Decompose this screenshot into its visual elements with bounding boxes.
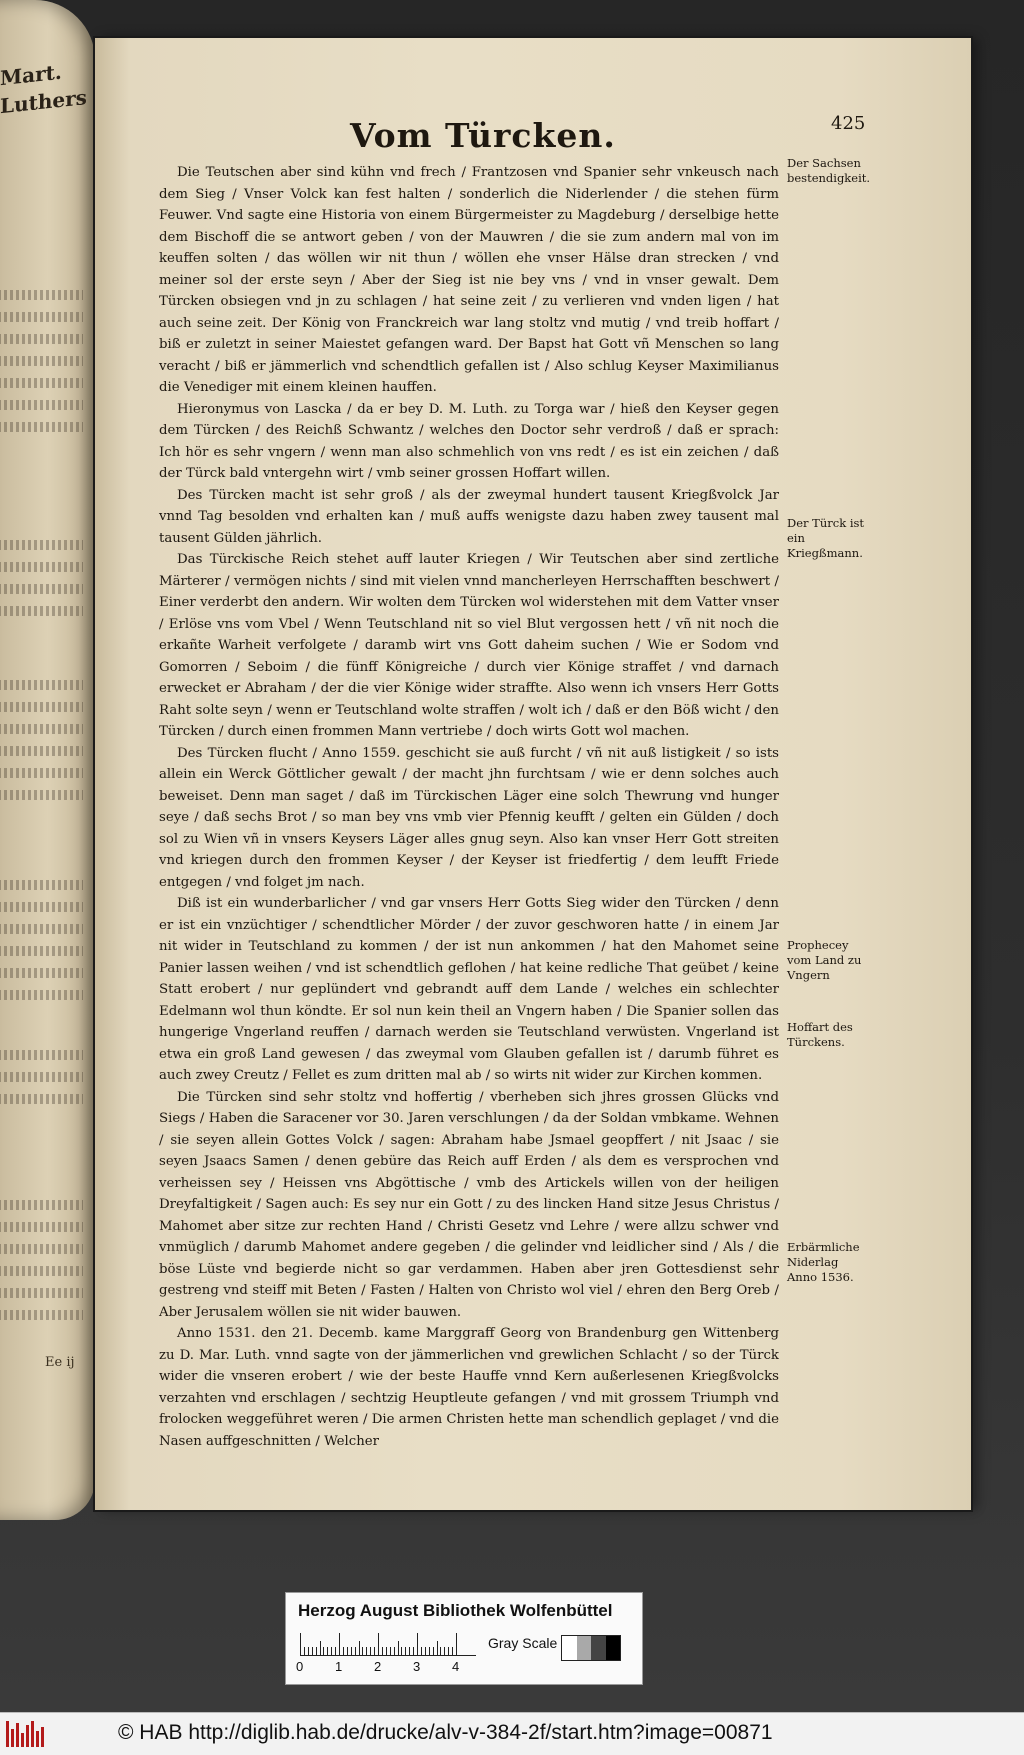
ruler-tick xyxy=(331,1647,332,1655)
ruler-tick xyxy=(378,1633,379,1655)
ruler-tick xyxy=(308,1647,309,1655)
logo-bar xyxy=(26,1725,29,1747)
left-text-fragment xyxy=(0,422,83,432)
ruler-tick xyxy=(390,1647,391,1655)
ruler-tick xyxy=(362,1647,363,1655)
left-text-fragment xyxy=(0,880,83,890)
ruler-tick xyxy=(304,1647,305,1655)
left-text-fragment xyxy=(0,1200,83,1210)
gray-scale-swatches xyxy=(561,1635,621,1661)
marginal-note: Prophecey vom Land zu Vngern xyxy=(787,938,862,982)
marginal-note: Der Sachsen bestendigkeit. xyxy=(787,156,871,185)
left-text-fragment xyxy=(0,378,83,388)
left-text-fragment xyxy=(0,746,83,756)
left-text-fragment xyxy=(0,562,83,572)
ruler-tick xyxy=(409,1647,410,1655)
ruler-tick xyxy=(452,1647,453,1655)
left-text-fragment xyxy=(0,768,83,778)
ruler-tick xyxy=(316,1647,317,1655)
paragraph: Die Teutschen aber sind kühn vnd frech / Frantzosen vnd Spanier sehr vnkeusch nach dem Sieg / Vnser Volck kan fest halten / sonderlich die Niderlender / die stehen fürm Feuwer. Vnd sagte eine Historia von einem Bürgermeister zu Magdeburg / derselbige hette dem Bischoff die se antwort geben / von der Mauwren / die sie zum andern mal von im keuffen solten / das wöllen wir nit thun / wöllen ehe vnser Hälse dran strecken / vnd meiner sol der erste seyn / Aber der Sieg ist nie bey vns / vnd in vnser gewalt. Dem Türcken obsiegen vnd jn zu schlagen / hat seine zeit / zu verlieren vnd vnden ligen / hat auch seine zeit. Der König von Franckreich war lang stoltz vnd mutig / vnd treib hoffart / biß er zuletzt in seiner Maiestet gefangen ward. Der Bapst hat Gott vñ Menschen so lang veracht / biß er jämmerlich vnd schendtlich gefallen ist / Also schlug Keyser Maximilianus die Venediger mit einem kleinen hauffen. xyxy=(159,165,779,395)
left-text-fragment xyxy=(0,606,83,616)
footer-url-text[interactable]: © HAB http://diglib.hab.de/drucke/alv-v-384-2f/start.htm?image=00871 xyxy=(118,1721,773,1744)
ruler-tick xyxy=(382,1647,383,1655)
left-text-fragment xyxy=(0,924,83,934)
left-text-fragment xyxy=(0,1222,83,1232)
gray-swatch xyxy=(577,1636,592,1660)
left-text-fragment xyxy=(0,584,83,594)
ruler-tick xyxy=(401,1647,402,1655)
logo-bar xyxy=(41,1727,44,1747)
left-text-fragment xyxy=(0,790,83,800)
left-text-fragment xyxy=(0,946,83,956)
scale-ruler xyxy=(300,1633,476,1656)
ruler-tick xyxy=(327,1647,328,1655)
left-text-fragment xyxy=(0,334,83,344)
ruler-tick xyxy=(398,1641,399,1655)
ruler-tick xyxy=(300,1633,301,1655)
footer-bar xyxy=(0,1712,1024,1755)
ruler-tick xyxy=(456,1633,457,1655)
hab-logo-icon xyxy=(6,1721,46,1747)
running-head: Vom Türcken. xyxy=(350,116,616,155)
paragraph: Diß ist ein wunderbarlicher / vnd gar vnsers Herr Gotts Sieg wider den Türcken / denn er ist ein vnzüchtiger / schendtlicher Mörder / der zuvor geschworen hatte / in einem Jar nit wider in Teutschland zu kommen / der ist nun ankommen / hat den Mahomet seine Panier lassen weihen / vnd ist schendtlich geflohen / hat keine redliche That geübet / keine Statt erobert / nur geplündert vnd gebrandt auff dem Lande / welches ein schlechter Edelmann wol thun köndte. Er sol nun kein theil an Vngern haben / Die Spanier sollen das hungerige Vngerland reuffen / darnach werden sie Teutschland verwüsten. Vngerland ist etwa ein groß Land gewesen / das zweymal vom Glauben gefallen ist / darumb führet es auch zwey Creutz / Fellet es zum dritten mal ab / so wirts nit wider zur Kirchen kommen. xyxy=(159,896,779,1083)
ruler-tick xyxy=(335,1647,336,1655)
left-text-fragment xyxy=(0,1050,83,1060)
ruler-tick xyxy=(425,1647,426,1655)
logo-bar xyxy=(6,1721,9,1747)
logo-bar xyxy=(36,1731,39,1747)
paragraph: Anno 1531. den 21. Decemb. kame Marggraff Georg von Brandenburg gen Wittenberg zu D. Mar. Luth. vnnd sagte von der jämmerlichen vnd grewlichen Schlacht / so der Türck wider die vnseren erobert / wie der beste Hauffe vnnd Kern außerlesenen Kriegßvolcks verzahten vnd erschlagen / sechtzig Heuptleute gefangen / vnd mit grossem Triumph vnd frolocken weggeführet weren / Die armen Christen hette man schendlich geplaget / vnd die Nasen auffgeschnitten / Welcher xyxy=(159,1326,779,1449)
paragraph: Die Türcken sind sehr stoltz vnd hoffertig / vberheben sich jhres grossen Glücks vnd Siegs / Haben die Saracener vor 30. Jaren verschlungen / da der Soldan vmbkame. Wehnen / sie seyen allein Gottes Volck / sagen: Abraham habe Jsmael geopffert / nit Jsaac / sie seyen Jsaacs Samen / denen gebüre das Reich auff Erden / als dem es versprochen vnd verheissen sey / Heissen vns Abgöttische / vmb des Artickels willen von der heiligen Dreyfaltigkeit / Sagen auch: Es sey nur ein Gott / zu des lincken Hand sitze Jesus Christus / Mahomet aber sitze zur rechten Hand / Christi Gesetz vnd Lehre / were allzu schwer vnd vnmüglich / darumb Mahomet andere gegeben / die gelinder vnd leidlicher sind / Als / die böse Lüste vnd begierde nicht so gar verdammen. Haben aber jren Gottesdienst sehr gestreng vnd steiff mit Beten / Fasten / Halten von Christo wol viel / ehren den Berg Oreb / Aber Jerusalem wöllen sie nit wider bauwen. xyxy=(159,1089,779,1320)
left-text-fragment xyxy=(0,1266,83,1276)
ruler-tick xyxy=(440,1647,441,1655)
ruler-label: 4 xyxy=(452,1659,460,1674)
ruler-tick xyxy=(347,1647,348,1655)
paragraph: Hieronymus von Lascka / da er bey D. M. Luth. zu Torga war / hieß den Keyser gegen dem Türcken / des Reichß Schwantz / welches den Doctor sehr verdroß / daß er sprach: Ich hör es sehr vngern / wenn man also schmehlich von vns redt / es ist ein zeichen / daß der Türck bald vntergehn wirt / vmb seiner grossen Hoffart willen. xyxy=(159,401,779,481)
ruler-tick xyxy=(405,1647,406,1655)
left-text-fragment xyxy=(0,990,83,1000)
logo-bar xyxy=(31,1721,34,1747)
ruler-tick xyxy=(370,1647,371,1655)
ruler-tick xyxy=(323,1647,324,1655)
left-text-fragment xyxy=(0,702,83,712)
left-text-fragment xyxy=(0,680,83,690)
ruler-tick xyxy=(444,1647,445,1655)
left-text-fragment xyxy=(0,312,83,322)
ruler-label: 1 xyxy=(335,1659,343,1674)
gray-swatch xyxy=(591,1636,606,1660)
ruler-tick xyxy=(355,1647,356,1655)
book-page xyxy=(95,38,971,1510)
ruler-tick xyxy=(421,1647,422,1655)
left-text-fragment xyxy=(0,1244,83,1254)
ruler-tick xyxy=(312,1647,313,1655)
left-text-fragment xyxy=(0,290,83,300)
marginal-note: Der Türck ist ein Kriegßmann. xyxy=(787,516,865,560)
ruler-label: 0 xyxy=(296,1659,304,1674)
ruler-tick xyxy=(429,1647,430,1655)
ruler-tick xyxy=(417,1633,418,1655)
marginal-note: Erbärmliche Niderlag Anno 1536. xyxy=(787,1240,860,1284)
page-number: 425 xyxy=(831,113,866,134)
ruler-tick xyxy=(394,1647,395,1655)
left-text-fragment xyxy=(0,400,83,410)
calibration-card xyxy=(285,1592,643,1685)
ruler-label: 2 xyxy=(374,1659,382,1674)
ruler-label: 3 xyxy=(413,1659,421,1674)
paragraph: Das Türckische Reich stehet auff lauter Kriegen / Wir Teutschen aber sind zertliche Märterer / vermögen nichts / sind mit vielen vnnd mancherleyen Herrschafften beschwert / Einer verderbt den andern. Wir wolten dem Türcken wol widerstehen mit dem Vatter vnser / Erlöse vns vom Vbel / Wenn Teutschland nit so viel Blut vergossen hett / vñ nit noch die erkañte Warheit verfolgete / daramb wirt vns Gott daheim suchen / Wie er Sodom vnd Gomorren / Seboim / die fünff Königreiche / durch vier Könige straffet / vnd darnach erwecket er Abraham / der die vier Könige wider straffte. Also wenn ich vnsers Herr Gotts Raht solte seyn / wenn er Teutschland wolte straffen / wolt ich / daß er den Böß wicht / den Türcken / durch einen frommen Mann vertriebe / doch wirts Gott wol machen. xyxy=(159,552,779,739)
previous-page-edge xyxy=(0,0,95,1520)
ruler-tick xyxy=(320,1641,321,1655)
left-text-fragment xyxy=(0,1072,83,1082)
ruler-tick xyxy=(359,1641,360,1655)
left-text-fragment xyxy=(0,902,83,912)
ruler-tick xyxy=(413,1647,414,1655)
ruler-tick xyxy=(448,1647,449,1655)
ruler-tick xyxy=(433,1647,434,1655)
ruler-tick xyxy=(374,1647,375,1655)
left-text-fragment xyxy=(0,1310,83,1320)
ruler-tick xyxy=(351,1647,352,1655)
gray-swatch xyxy=(562,1636,577,1660)
gray-swatch xyxy=(606,1636,621,1660)
paragraph: Des Türcken macht ist sehr groß / als der zweymal hundert tausent Kriegßvolck Jar vnnd Tag besolden vnd erhalten kan / muß auffs wenigste dazu haben zwey tausent mal tausent Gülden jährlich. xyxy=(159,487,779,546)
ruler-tick xyxy=(366,1647,367,1655)
card-title: Herzog August Bibliothek Wolfenbüttel xyxy=(298,1601,613,1620)
left-text-fragment xyxy=(0,968,83,978)
logo-bar xyxy=(21,1733,24,1747)
paragraph: Des Türcken flucht / Anno 1559. geschicht sie auß furcht / vñ nit auß listigkeit / so ists allein ein Werck Göttlicher gewalt / der macht jhn furchtsam / wie er denn solches auch beweiset. Denn man saget / daß im Türckischen Läger eine solch Thewrung vnd hunger seye / daß sechs Brot / so man bey vns vmb vier Pfennig keufft / gelten ein Gülden / doch sol zu Wien vñ in vnsers Keysers Läger alles gnug seyn. Also kan vnser Herr Gott streiten vnd kriegen durch den frommen Keyser / der Keyser ist friedfertig / dem leufft Friede entgegen / vnd folget jm nach. xyxy=(159,745,779,890)
left-text-fragment xyxy=(0,1094,83,1104)
ruler-tick xyxy=(339,1633,340,1655)
ruler-tick xyxy=(386,1647,387,1655)
page-body xyxy=(159,162,779,1452)
left-text-fragment xyxy=(0,540,83,550)
left-page-heading: Mart. Luthers xyxy=(0,59,87,119)
left-text-fragment xyxy=(0,1288,83,1298)
ruler-tick xyxy=(343,1647,344,1655)
left-page-signature: Ee ij xyxy=(45,1355,75,1370)
left-text-fragment xyxy=(0,724,83,734)
gray-scale-label: Gray Scale xyxy=(488,1635,558,1651)
logo-bar xyxy=(11,1729,14,1747)
left-text-fragment xyxy=(0,356,83,366)
logo-bar xyxy=(16,1723,19,1747)
ruler-tick xyxy=(437,1641,438,1655)
marginal-note: Hoffart des Türckens. xyxy=(787,1020,853,1049)
